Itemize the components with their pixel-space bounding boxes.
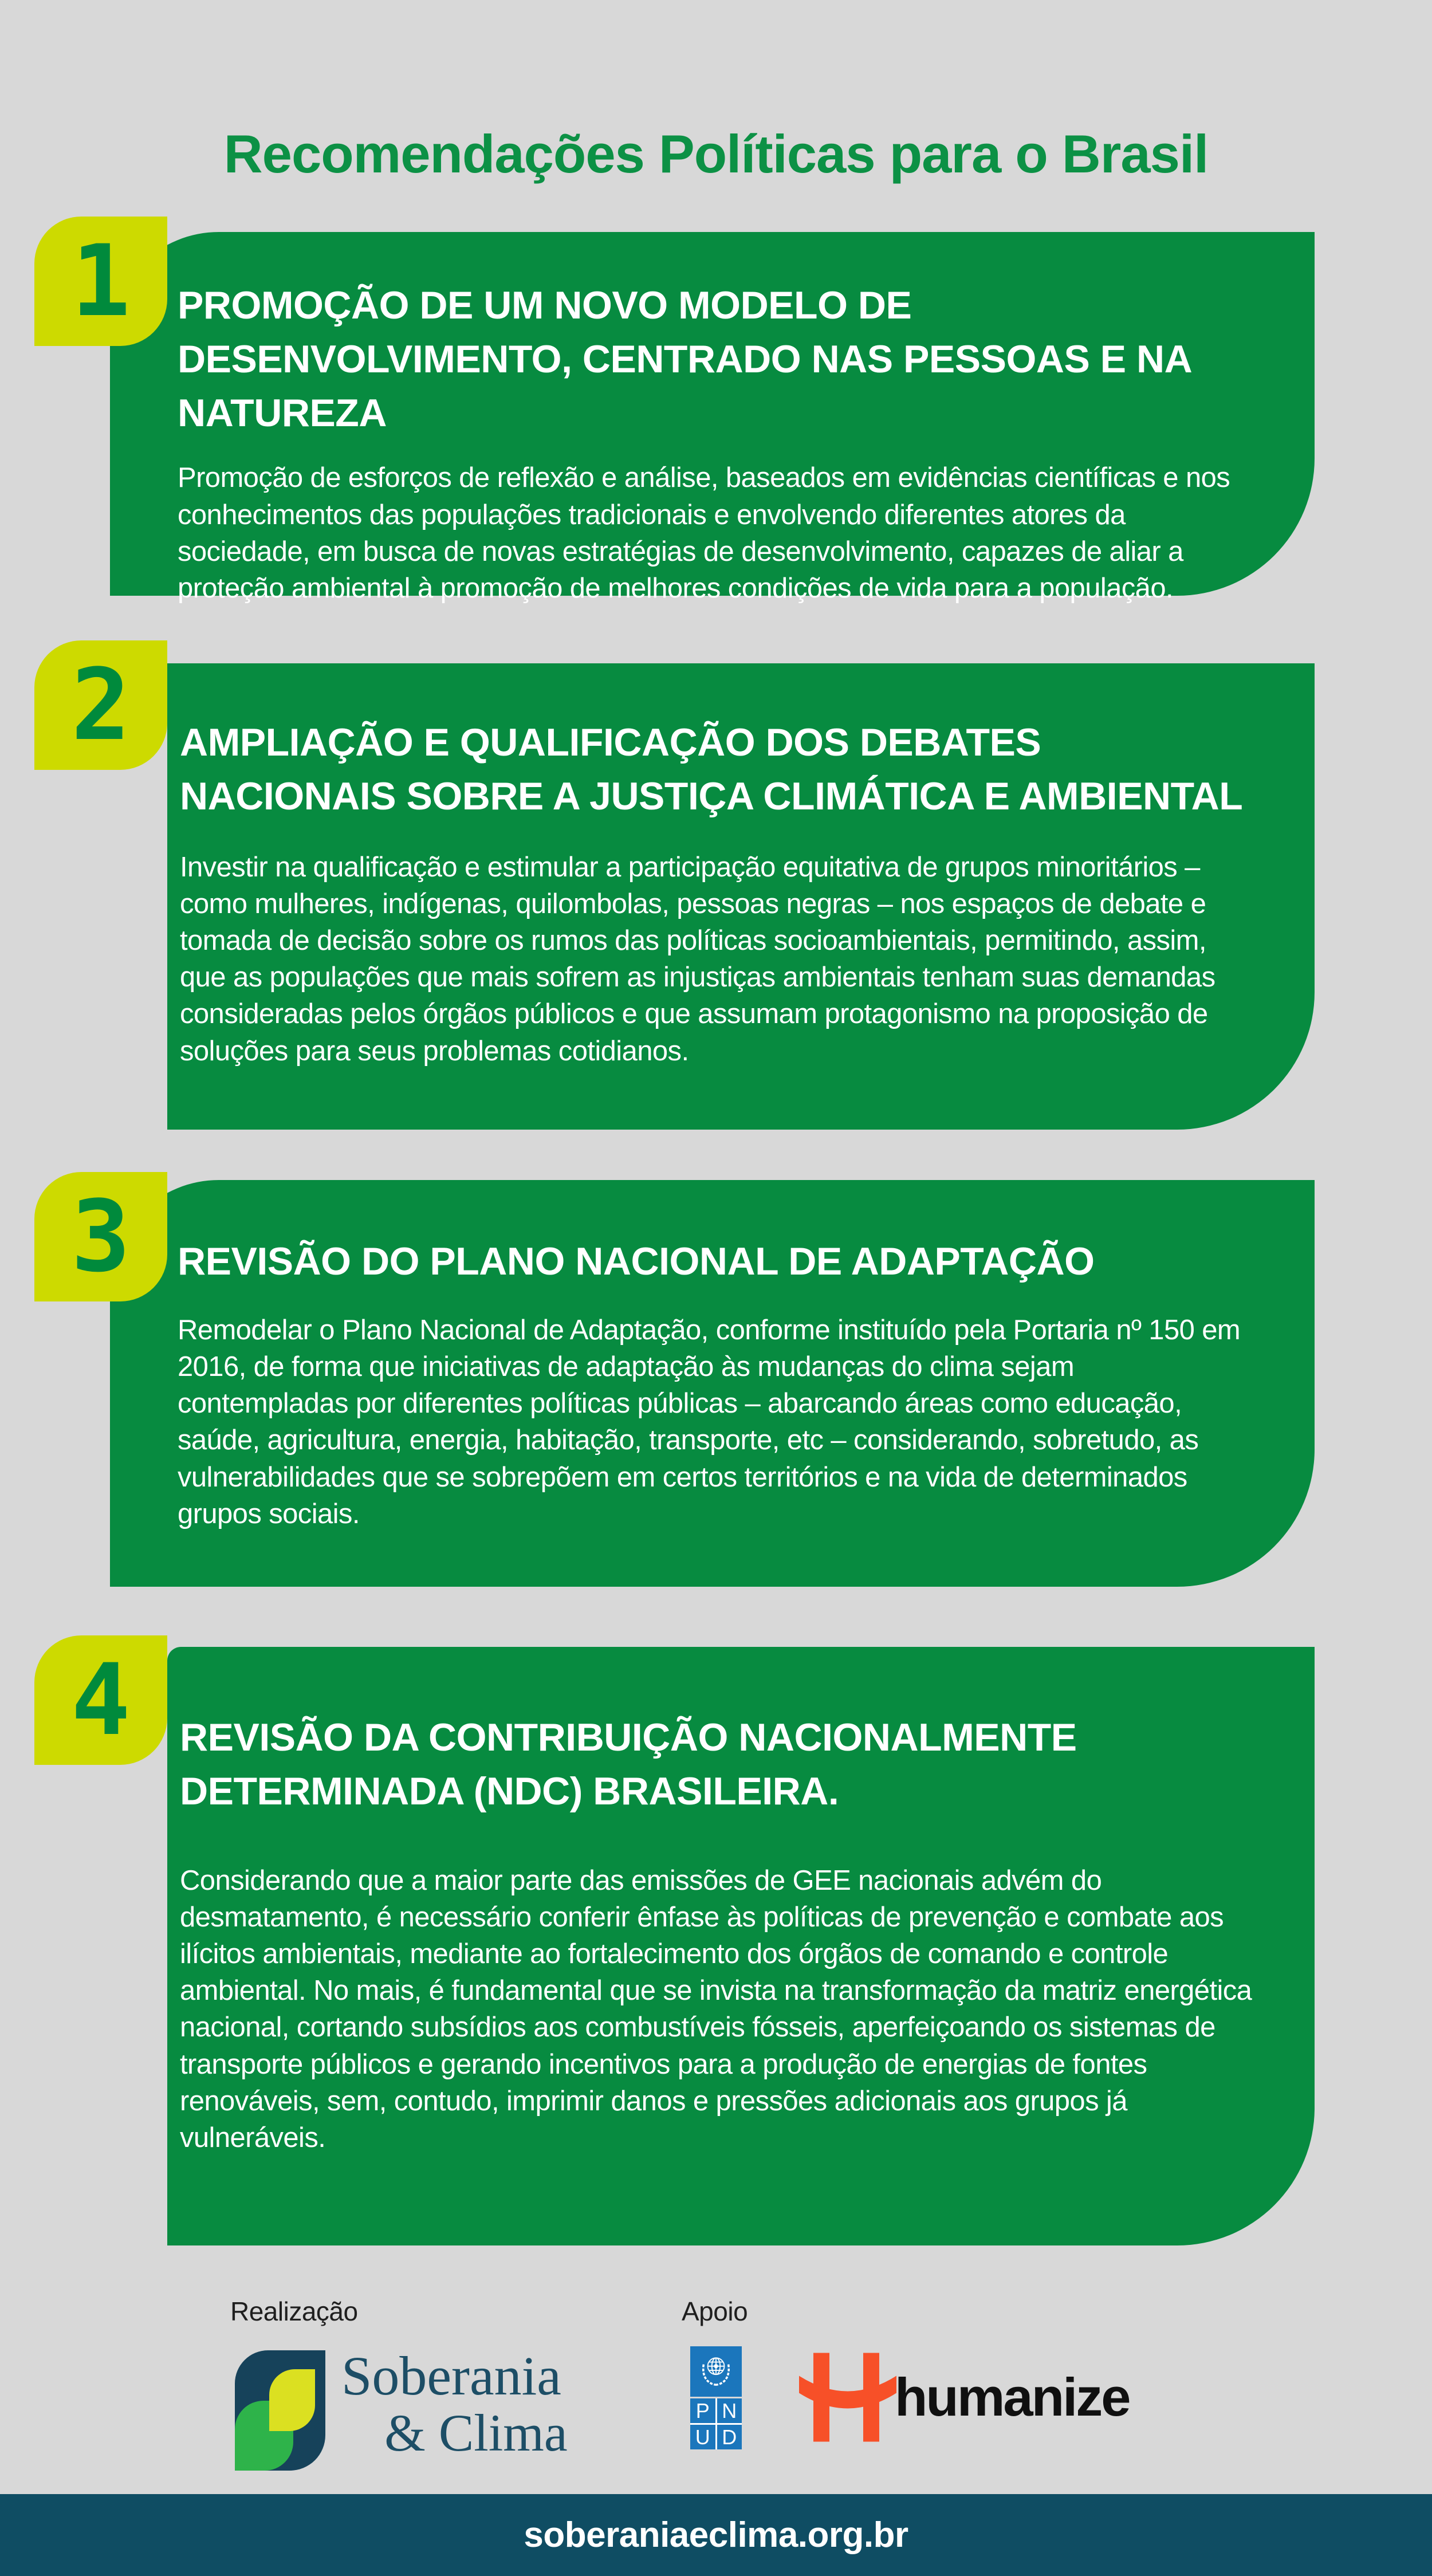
website-url: soberaniaeclima.org.br: [524, 2515, 908, 2555]
humanize-logo-icon: [799, 2352, 896, 2443]
card-1: [110, 232, 1315, 604]
pnud-letter-u: U: [690, 2425, 715, 2449]
card-2-body: Investir na qualificação e estimular a participação equitativa de grupos minoritários – como mulheres, indígenas, quilombolas, pessoas negras – nos espaços de debate e tomada de decisão sobre os rumos das políticas socioambientais, permitindo, assim, que as populações que mais sofrem as injustiças ambientais tenham suas demandas consideradas pelos órgãos públicos e que assumam protagonismo na proposição de soluções para seus problemas cotidianos.: [180, 851, 1215, 1067]
card-2-heading: AMPLIAÇÃO E QUALIFICAÇÃO DOS DEBATES NACIONAIS SOBRE A JUSTIÇA CLIMÁTICA E AMBIENTAL: [180, 721, 1243, 818]
card-1-body: Promoção de esforços de reflexão e análise, baseados em evidências científicas e nos conhecimentos das populações tradicionais e envolvendo diferentes atores da sociedade, em busca de novas estratégias de desenvolvimento, capazes de aliar a proteção ambiental à promoção de melhores condições de vida para a população.: [178, 462, 1230, 604]
card-4-number: 4: [71, 1642, 131, 1757]
soberania-clima-logo-icon: [235, 2350, 325, 2471]
soberania-wordmark-line2: & Clima: [384, 2403, 568, 2462]
card-3-body: Remodelar o Plano Nacional de Adaptação, conforme instituído pela Portaria nº 150 em 2016, de forma que iniciativas de adaptação às mudanças do clima sejam contempladas por diferentes políticas públicas – abarcando áreas como educação, saúde, agricultura, energia, habitação, transporte, etc – considerando, sobretudo, as vulnerabilidades que se sobrepõem em certos territórios e na vida de determinados grupos sociais.: [178, 1314, 1241, 1529]
pnud-letter-d: D: [717, 2425, 742, 2449]
card-3-number: 3: [71, 1179, 131, 1294]
card-4-number-tab: [34, 1635, 167, 1765]
card-2-number-tab: [34, 640, 167, 770]
card-1-number: 1: [71, 223, 131, 339]
bottom-bar: [0, 2494, 1432, 2576]
soberania-clima-logo-text: [341, 2347, 611, 2460]
pnud-letter-p: P: [690, 2398, 715, 2423]
leaf-yellow-shape: [269, 2369, 315, 2431]
card-3-heading: REVISÃO DO PLANO NACIONAL DE ADAPTAÇÃO: [178, 1240, 1095, 1283]
card-1-number-tab: [34, 217, 167, 346]
realizacao-label: Realização: [230, 2296, 358, 2326]
pnud-letter-n: N: [717, 2398, 742, 2423]
page-title: Recomendações Políticas para o Brasil: [223, 123, 1209, 184]
pnud-letter-grid: [690, 2398, 742, 2449]
card-2: [167, 663, 1315, 1130]
card-4-body: Considerando que a maior parte das emissões de GEE nacionais advém do desmatamento, é necessário conferir ênfase às políticas de prevenção e combate aos ilícitos ambientais, mediante ao fortalecimento dos órgãos de comando e controle ambiental. No mais, é fundamental que se invista na transformação da matriz energética nacional, cortando subsídios aos combustíveis fósseis, aperfeiçoando os sistemas de transporte públicos e gerando incentivos para a produção de energias de fontes renováveis, sem, contudo, imprimir danos e pressões adicionais aos grupos já vulneráveis.: [180, 1865, 1252, 2153]
soberania-wordmark-line1: Soberania: [341, 2345, 561, 2406]
card-3: [110, 1180, 1315, 1587]
card-4-heading: REVISÃO DA CONTRIBUIÇÃO NACIONALMENTE DETERMINADA (NDC) BRASILEIRA.: [180, 1716, 1077, 1813]
apoio-label: Apoio: [682, 2296, 748, 2326]
card-1-heading: PROMOÇÃO DE UM NOVO MODELO DE DESENVOLVIMENTO, CENTRADO NAS PESSOAS E NA NATUREZA: [178, 284, 1191, 435]
card-4: [167, 1647, 1315, 2245]
card-2-number: 2: [71, 647, 131, 762]
pnud-logo: [690, 2346, 742, 2449]
humanize-wordmark: humanize: [895, 2367, 1130, 2427]
un-emblem-icon: [690, 2346, 742, 2397]
card-3-number-tab: [34, 1172, 167, 1301]
